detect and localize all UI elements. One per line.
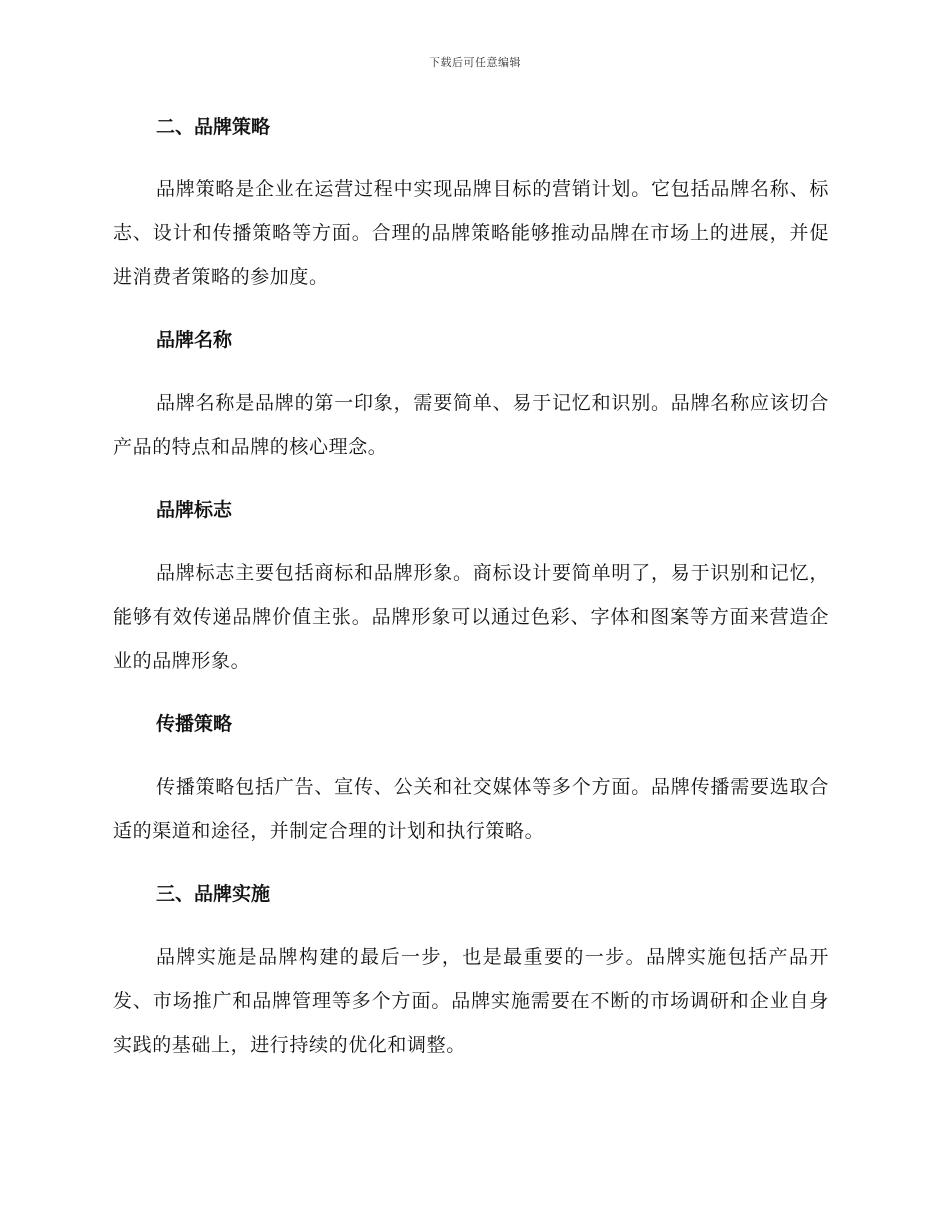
- paragraph-brand-strategy: 品牌策略是企业在运营过程中实现品牌目标的营销计划。它包括品牌名称、标志、设计和传播策略等方面。合理的品牌策略能够推动品牌在市场上的进展，并促进消费者策略的参加度。: [113, 178, 829, 288]
- section-heading-brand-implementation: 三、品牌实施: [156, 883, 271, 905]
- paragraph-communication-strategy: 传播策略包括广告、宣传、公关和社交媒体等多个方面。品牌传播需要选取合适的渠道和途径，并制定合理的计划和执行策略。: [113, 776, 829, 842]
- paragraph-brand-name: 品牌名称是品牌的第一印象，需要简单、易于记忆和识别。品牌名称应该切合产品的特点和品牌的核心理念。: [113, 392, 829, 458]
- subheading-brand-logo: 品牌标志: [156, 499, 233, 521]
- document-body: [113, 110, 829, 1067]
- header-note: 下载后可任意编辑: [429, 56, 521, 69]
- subheading-brand-name: 品牌名称: [156, 329, 233, 351]
- paragraph-brand-implementation: 品牌实施是品牌构建的最后一步，也是最重要的一步。品牌实施包括产品开发、市场推广和品牌管理等多个方面。品牌实施需要在不断的市场调研和企业自身实践的基础上，进行持续的优化和调整。: [113, 946, 829, 1056]
- subheading-communication-strategy: 传播策略: [156, 713, 233, 735]
- paragraph-brand-logo: 品牌标志主要包括商标和品牌形象。商标设计要简单明了，易于识别和记忆，能够有效传递品牌价值主张。品牌形象可以通过色彩、字体和图案等方面来营造企业的品牌形象。: [113, 562, 829, 672]
- section-heading-brand-strategy: 二、品牌策略: [156, 116, 271, 138]
